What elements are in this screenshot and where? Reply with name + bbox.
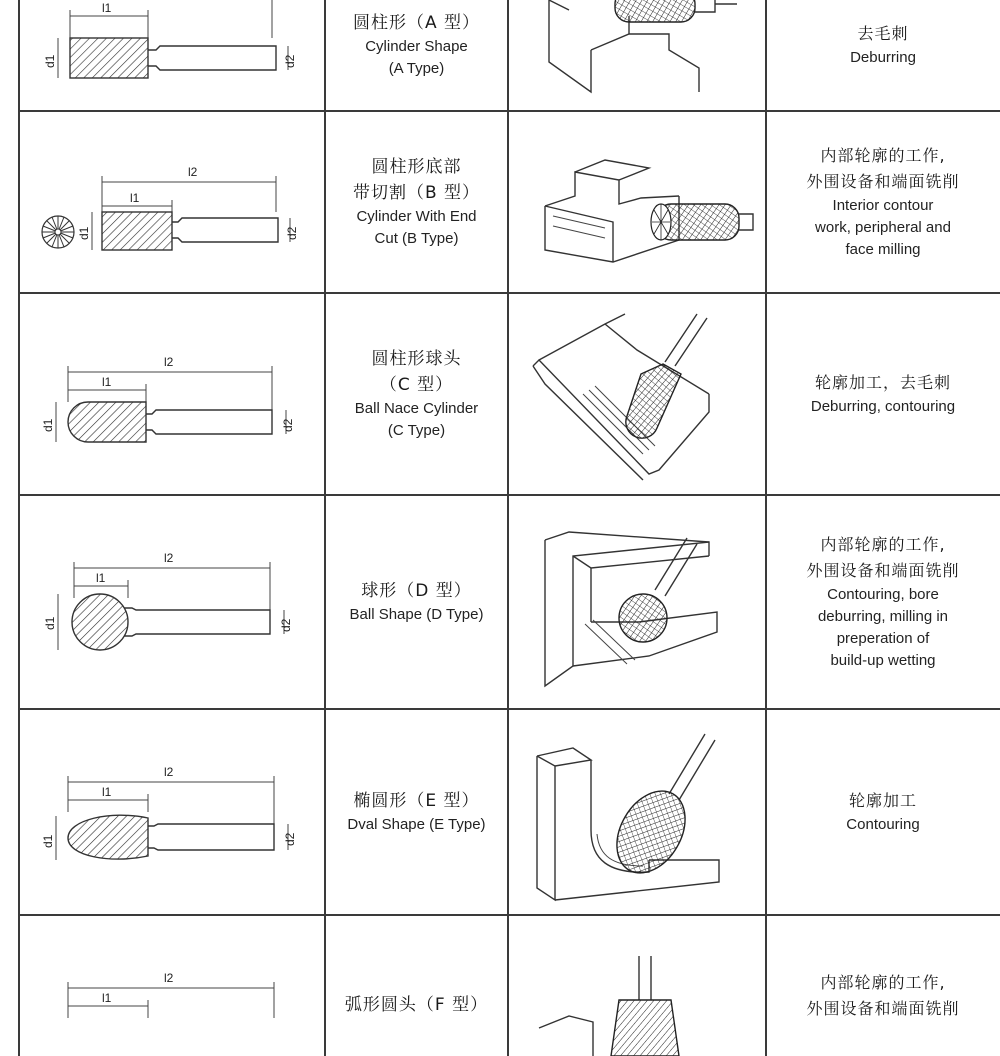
oval-burr-drawing [20, 710, 324, 914]
ball-burr-drawing [20, 496, 324, 708]
d2-label: d2 [281, 418, 295, 432]
shape-name-en-line: (A Type) [388, 60, 445, 77]
dimension-drawing-cell [20, 916, 326, 1056]
application-text-cell [767, 112, 999, 292]
application-zh: 去毛刺 [857, 24, 909, 43]
application-text-cell [767, 0, 999, 110]
d1-label: d1 [41, 418, 55, 432]
shape-name-en-line: Dval Shape (E Type) [347, 816, 486, 833]
l1-label: l1 [130, 191, 140, 205]
contouring-illustration [509, 294, 765, 494]
dimension-drawing-cell [20, 294, 326, 494]
shape-name-cell [326, 710, 509, 914]
table-row-f-type [20, 916, 1000, 1056]
table-row-c-type [20, 294, 1000, 496]
table-row-b-type [20, 112, 1000, 294]
application-en: face milling [845, 241, 921, 258]
table-row-a-type [20, 0, 1000, 112]
d2-label: d2 [283, 832, 297, 846]
application-illustration-cell [509, 112, 767, 292]
dimension-drawing-cell [20, 112, 326, 292]
application-en: deburring, milling in [817, 608, 949, 625]
application-text-cell [767, 710, 999, 914]
shape-name-zh: 圆柱形（A 型） [352, 13, 481, 33]
shape-name-zh-line: 圆柱形球头 [371, 349, 462, 369]
shape-name-cell [326, 0, 509, 110]
l1-label: l1 [102, 785, 112, 799]
application-zh: 外围设备和端面铣削 [806, 561, 960, 580]
application-zh: 外围设备和端面铣削 [806, 999, 960, 1018]
dimension-drawing-cell [20, 710, 326, 914]
application-zh: 内部轮廓的工作, [820, 973, 946, 992]
d1-label: d1 [43, 616, 57, 630]
application-zh: 内部轮廓的工作, [820, 535, 946, 554]
l1-label: l1 [102, 991, 112, 1005]
application-zh: 内部轮廓的工作, [820, 146, 946, 165]
dimension-drawing-cell [20, 0, 326, 110]
table-row-e-type [20, 710, 1000, 916]
d1-label: d1 [41, 834, 55, 848]
l1-label: l1 [102, 1, 112, 15]
shape-name-en-line: Ball Nace Cylinder [354, 400, 479, 417]
burr-shape-table [18, 0, 1000, 1056]
l2-label: l2 [164, 765, 174, 779]
application-en: Deburring [850, 49, 916, 66]
shape-name-cell [326, 916, 509, 1056]
application-text-cell [767, 496, 999, 708]
application-en: Deburring, contouring [810, 398, 956, 415]
arc-ball-nose-burr-drawing [20, 916, 324, 1056]
shape-name-en-line: Cylinder With End [356, 208, 477, 225]
l1-label: l1 [102, 375, 112, 389]
face-milling-illustration [509, 112, 765, 292]
application-en: build-up wetting [830, 652, 936, 669]
application-text-cell [767, 916, 999, 1056]
d1-label: d1 [43, 54, 57, 68]
application-zh: 轮廓加工 [848, 791, 917, 810]
shape-name-cell [326, 112, 509, 292]
application-en: Interior contour [832, 197, 934, 214]
l2-label: l2 [164, 551, 174, 565]
cylinder-end-cut-burr-drawing [20, 112, 324, 292]
shape-name-zh-line: （C 型） [379, 375, 454, 395]
shape-name-zh-line: 球形（D 型） [361, 581, 472, 601]
application-en: Contouring, bore [827, 586, 939, 603]
shape-name-cell [326, 294, 509, 494]
application-illustration-cell [509, 916, 767, 1056]
d2-label: d2 [283, 54, 297, 68]
ball-nose-cylinder-burr-drawing [20, 294, 324, 494]
l2-label: l2 [164, 355, 174, 369]
shape-name-en-line: Cylinder Shape [365, 38, 468, 55]
l2-label: l2 [164, 971, 174, 985]
deburring-illustration [509, 0, 765, 110]
cylinder-burr-drawing [20, 0, 324, 110]
application-en: Contouring [846, 816, 920, 833]
application-zh: 外围设备和端面铣削 [806, 172, 960, 191]
d2-label: d2 [279, 618, 293, 632]
application-illustration-cell [509, 294, 767, 494]
shape-name-zh-line: 圆柱形底部 [371, 157, 462, 177]
end-cut-face-icon [42, 216, 74, 248]
oval-contouring-illustration [509, 710, 765, 914]
shape-name-cell [326, 496, 509, 708]
l2-label: l2 [188, 165, 198, 179]
application-text-cell [767, 294, 999, 494]
shape-name-en-line: Ball Shape (D Type) [349, 606, 484, 623]
l1-label: l1 [96, 571, 106, 585]
application-illustration-cell [509, 496, 767, 708]
shape-name-en-line: (C Type) [387, 422, 446, 439]
d2-label: d2 [285, 226, 299, 240]
d1-label: d1 [77, 226, 91, 240]
application-en: work, peripheral and [815, 219, 951, 236]
application-illustration-cell [509, 0, 767, 110]
arc-burr-illustration [509, 916, 765, 1056]
shape-name-en-line: Cut (B Type) [374, 230, 459, 247]
application-zh: 轮廓加工，去毛刺 [814, 373, 951, 392]
shape-name-zh-line: 弧形圆头（F 型） [344, 995, 489, 1015]
bore-deburring-illustration [509, 496, 765, 708]
shape-name-zh-line: 椭圆形（E 型） [353, 791, 480, 811]
table-row-d-type [20, 496, 1000, 710]
shape-name-zh-line: 带切割（B 型） [352, 183, 481, 203]
application-en: preperation of [836, 630, 930, 647]
application-illustration-cell [509, 710, 767, 914]
dimension-drawing-cell [20, 496, 326, 708]
